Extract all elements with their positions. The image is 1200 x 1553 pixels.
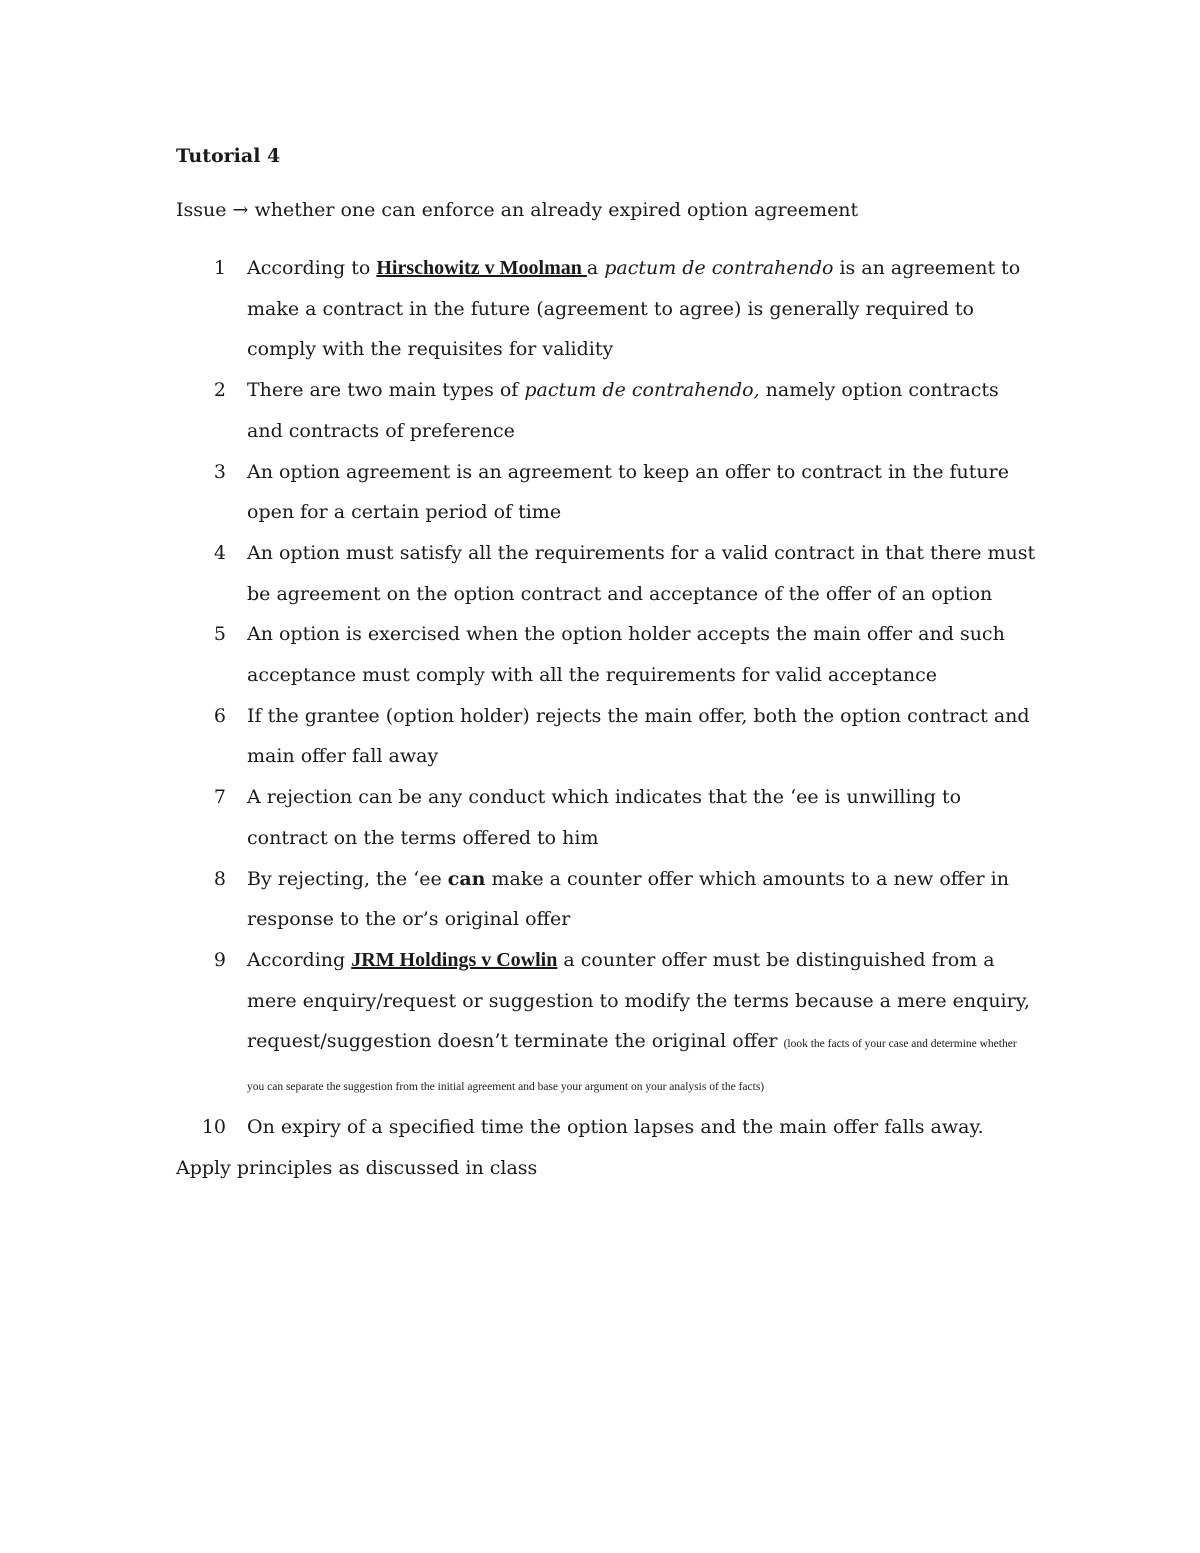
- document-page: [176, 140, 1036, 1188]
- list-number: 1: [213, 257, 226, 279]
- item-text: There are two main types of: [247, 379, 525, 402]
- item-text: On expiry of a specified time the option lapses and the main offer falls away.: [247, 1116, 984, 1139]
- item-text: If the grantee (option holder) rejects the main offer, both the option contract and main offer fall away: [247, 704, 1030, 768]
- item-text: make a counter offer which amounts to a new offer in response to the or’s original offer: [247, 867, 1009, 931]
- list-item: [176, 859, 1036, 940]
- list-number: 7: [213, 786, 226, 809]
- list-item: [176, 696, 1036, 777]
- list-number: 5: [213, 623, 226, 646]
- list-number: 10: [201, 1116, 226, 1139]
- points-list: [176, 248, 1036, 1148]
- latin-term: pactum de contrahendo,: [524, 379, 760, 402]
- list-number: 4: [213, 541, 226, 564]
- document-title: Tutorial 4: [176, 145, 281, 167]
- list-item: [176, 533, 1036, 614]
- case-name: JRM Holdings v Cowlin: [351, 948, 558, 971]
- case-name: Hirschowitz v Moolman: [376, 257, 587, 279]
- facts-note: (look the facts of your case and determine whether you can separate the suggestion from the initial agreement and base your argument on your analysis of the facts): [247, 1038, 1017, 1094]
- item-text: An option must satisfy all the requirements for a valid contract in that there must be agreement on the option contract and acceptance of the offer of an option: [247, 541, 1036, 605]
- item-text: a counter offer must be distinguished from a mere enquiry/request or suggestion to modify the terms because a mere enquiry, request/suggestion doesn’t terminate the original offer: [247, 948, 1030, 1053]
- item-text: a: [586, 257, 605, 279]
- list-number: 9: [213, 948, 226, 971]
- item-text: According to: [247, 257, 377, 279]
- emphasis-text: can: [447, 867, 486, 890]
- item-text: A rejection can be any conduct which indicates that the ‘ee is unwilling to contract on the terms offered to him: [247, 786, 962, 849]
- list-item: [176, 370, 1036, 451]
- list-item: [176, 777, 1036, 858]
- list-number: 8: [213, 867, 226, 890]
- list-item: [176, 248, 1036, 370]
- item-text: is an agreement to make a contract in the future (agreement to agree) is generally required to comply with the requisites for validity: [247, 257, 1021, 361]
- latin-term: pactum de contrahendo: [604, 257, 834, 279]
- item-text: According: [247, 948, 352, 971]
- item-text: By rejecting, the ‘ee: [247, 867, 448, 890]
- item-text: namely option contracts and contracts of preference: [247, 379, 999, 442]
- issue-statement: Issue → whether one can enforce an already expired option agreement: [176, 199, 859, 221]
- item-text: An option is exercised when the option holder accepts the main offer and such acceptance must comply with all the requirements for valid acceptance: [247, 623, 1005, 687]
- list-item: [176, 614, 1036, 695]
- item-text: An option agreement is an agreement to keep an offer to contract in the future open for a certain period of time: [247, 460, 1009, 524]
- closing-instruction: Apply principles as discussed in class: [176, 1157, 538, 1180]
- list-item: [176, 940, 1036, 1107]
- list-number: 2: [213, 379, 226, 402]
- list-item: [176, 1107, 1036, 1148]
- list-item: [176, 452, 1036, 533]
- list-number: 3: [213, 460, 226, 483]
- list-number: 6: [213, 704, 226, 727]
